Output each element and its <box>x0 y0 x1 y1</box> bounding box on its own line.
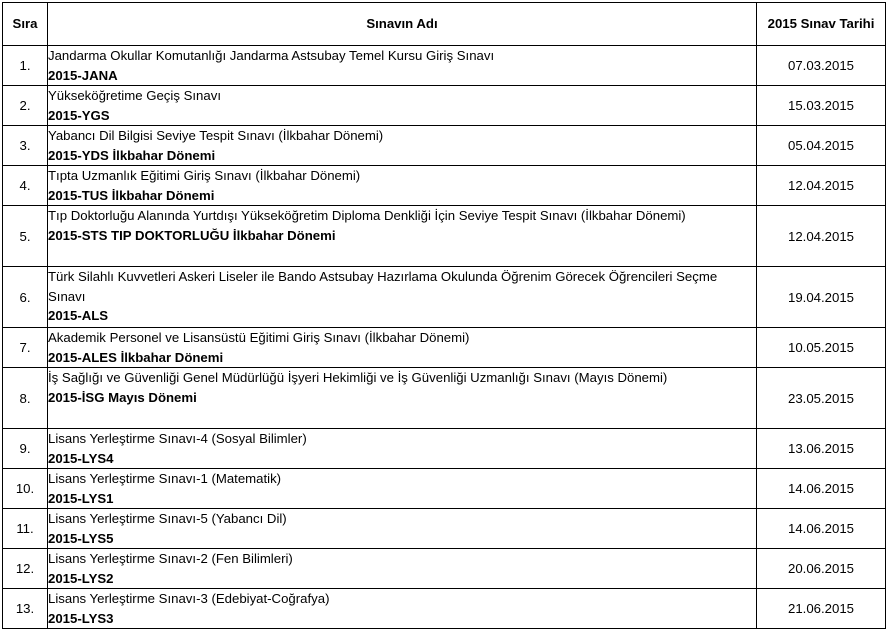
exam-name: Lisans Yerleştirme Sınavı-4 (Sosyal Bilimler) <box>48 431 307 446</box>
exam-name: Lisans Yerleştirme Sınavı-3 (Edebiyat-Coğrafya) <box>48 591 330 606</box>
table-row <box>3 46 886 86</box>
exam-code: 2015-LYS5 <box>48 530 114 546</box>
exam-name: Jandarma Okullar Komutanlığı Jandarma Astsubay Temel Kursu Giriş Sınavı <box>48 48 495 63</box>
row-no: 6. <box>3 267 48 328</box>
exam-code: 2015-LYS2 <box>48 570 114 586</box>
table-row <box>3 429 886 469</box>
row-date: 14.06.2015 <box>757 469 886 509</box>
row-no: 2. <box>3 86 48 126</box>
table-body <box>3 46 886 629</box>
row-date: 23.05.2015 <box>757 368 886 429</box>
row-exam <box>48 86 757 126</box>
exam-code: 2015-ALS <box>48 308 109 323</box>
exam-code: 2015-ALES İlkbahar Dönemi <box>48 349 224 365</box>
row-no: 13. <box>3 589 48 629</box>
row-exam <box>48 509 757 549</box>
table-row <box>3 549 886 589</box>
exam-name: Lisans Yerleştirme Sınavı-2 (Fen Bilimleri) <box>48 551 293 566</box>
row-no: 7. <box>3 328 48 368</box>
exam-code: 2015-LYS4 <box>48 450 114 466</box>
table-row <box>3 166 886 206</box>
row-no: 11. <box>3 509 48 549</box>
row-date: 14.06.2015 <box>757 509 886 549</box>
row-date: 07.03.2015 <box>757 46 886 86</box>
row-no: 4. <box>3 166 48 206</box>
row-exam <box>48 206 757 267</box>
row-exam <box>48 589 757 629</box>
row-no: 12. <box>3 549 48 589</box>
row-date: 19.04.2015 <box>757 267 886 328</box>
exam-name: Yükseköğretime Geçiş Sınavı <box>48 88 221 103</box>
exam-name: İş Sağlığı ve Güvenliği Genel Müdürlüğü İşyeri Hekimliği ve İş Güvenliği Uzmanlığı Sınavı (Mayıs Dönemi) <box>48 370 668 385</box>
exam-code: 2015-STS TIP DOKTORLUĞU İlkbahar Dönemi <box>48 227 336 243</box>
exam-name: Tıpta Uzmanlık Eğitimi Giriş Sınavı (İlkbahar Dönemi) <box>48 168 361 183</box>
row-date: 20.06.2015 <box>757 549 886 589</box>
row-no: 10. <box>3 469 48 509</box>
exam-code: 2015-TUS İlkbahar Dönemi <box>48 187 215 203</box>
row-no: 9. <box>3 429 48 469</box>
row-exam <box>48 368 757 429</box>
table-row <box>3 86 886 126</box>
exam-name: Akademik Personel ve Lisansüstü Eğitimi Giriş Sınavı (İlkbahar Dönemi) <box>48 330 470 345</box>
row-no: 3. <box>3 126 48 166</box>
row-exam <box>48 429 757 469</box>
exam-code: 2015-İSG Mayıs Dönemi <box>48 389 197 405</box>
table-row <box>3 368 886 429</box>
exam-code: 2015-LYS3 <box>48 610 114 626</box>
row-date: 05.04.2015 <box>757 126 886 166</box>
exam-name: Türk Silahlı Kuvvetleri Askeri Liseler ile Bando Astsubay Hazırlama Okulunda Öğrenim Görecek Öğrencileri Seçme Sınavı <box>48 269 718 304</box>
row-exam <box>48 126 757 166</box>
exam-schedule-table <box>2 2 886 629</box>
table-row <box>3 126 886 166</box>
exam-name: Tıp Doktorluğu Alanında Yurtdışı Yükseköğretim Diploma Denkliği İçin Seviye Tespit Sınavı (İlkbahar Dönemi) <box>48 208 686 223</box>
row-no: 1. <box>3 46 48 86</box>
exam-name: Lisans Yerleştirme Sınavı-1 (Matematik) <box>48 471 282 486</box>
exam-name: Yabancı Dil Bilgisi Seviye Tespit Sınavı (İlkbahar Dönemi) <box>48 128 384 143</box>
table-row <box>3 328 886 368</box>
row-date: 21.06.2015 <box>757 589 886 629</box>
row-exam <box>48 46 757 86</box>
row-exam <box>48 549 757 589</box>
table-row <box>3 469 886 509</box>
row-date: 13.06.2015 <box>757 429 886 469</box>
row-exam <box>48 469 757 509</box>
exam-code: 2015-YGS <box>48 107 110 123</box>
row-exam <box>48 166 757 206</box>
table-row <box>3 206 886 267</box>
header-exam-date: 2015 Sınav Tarihi <box>757 3 886 46</box>
row-date: 12.04.2015 <box>757 206 886 267</box>
row-date: 10.05.2015 <box>757 328 886 368</box>
table-row <box>3 589 886 629</box>
exam-code: 2015-LYS1 <box>48 490 114 506</box>
row-no: 5. <box>3 206 48 267</box>
header-no: Sıra <box>3 3 48 46</box>
table-row <box>3 267 886 328</box>
header-exam-name: Sınavın Adı <box>48 3 757 46</box>
row-date: 12.04.2015 <box>757 166 886 206</box>
exam-code: 2015-YDS İlkbahar Dönemi <box>48 147 216 163</box>
table-header-row <box>3 3 886 46</box>
exam-name: Lisans Yerleştirme Sınavı-5 (Yabancı Dil) <box>48 511 287 526</box>
row-exam <box>48 328 757 368</box>
exam-code: 2015-JANA <box>48 67 118 83</box>
row-no: 8. <box>3 368 48 429</box>
row-date: 15.03.2015 <box>757 86 886 126</box>
table-row <box>3 509 886 549</box>
row-exam <box>48 267 757 328</box>
